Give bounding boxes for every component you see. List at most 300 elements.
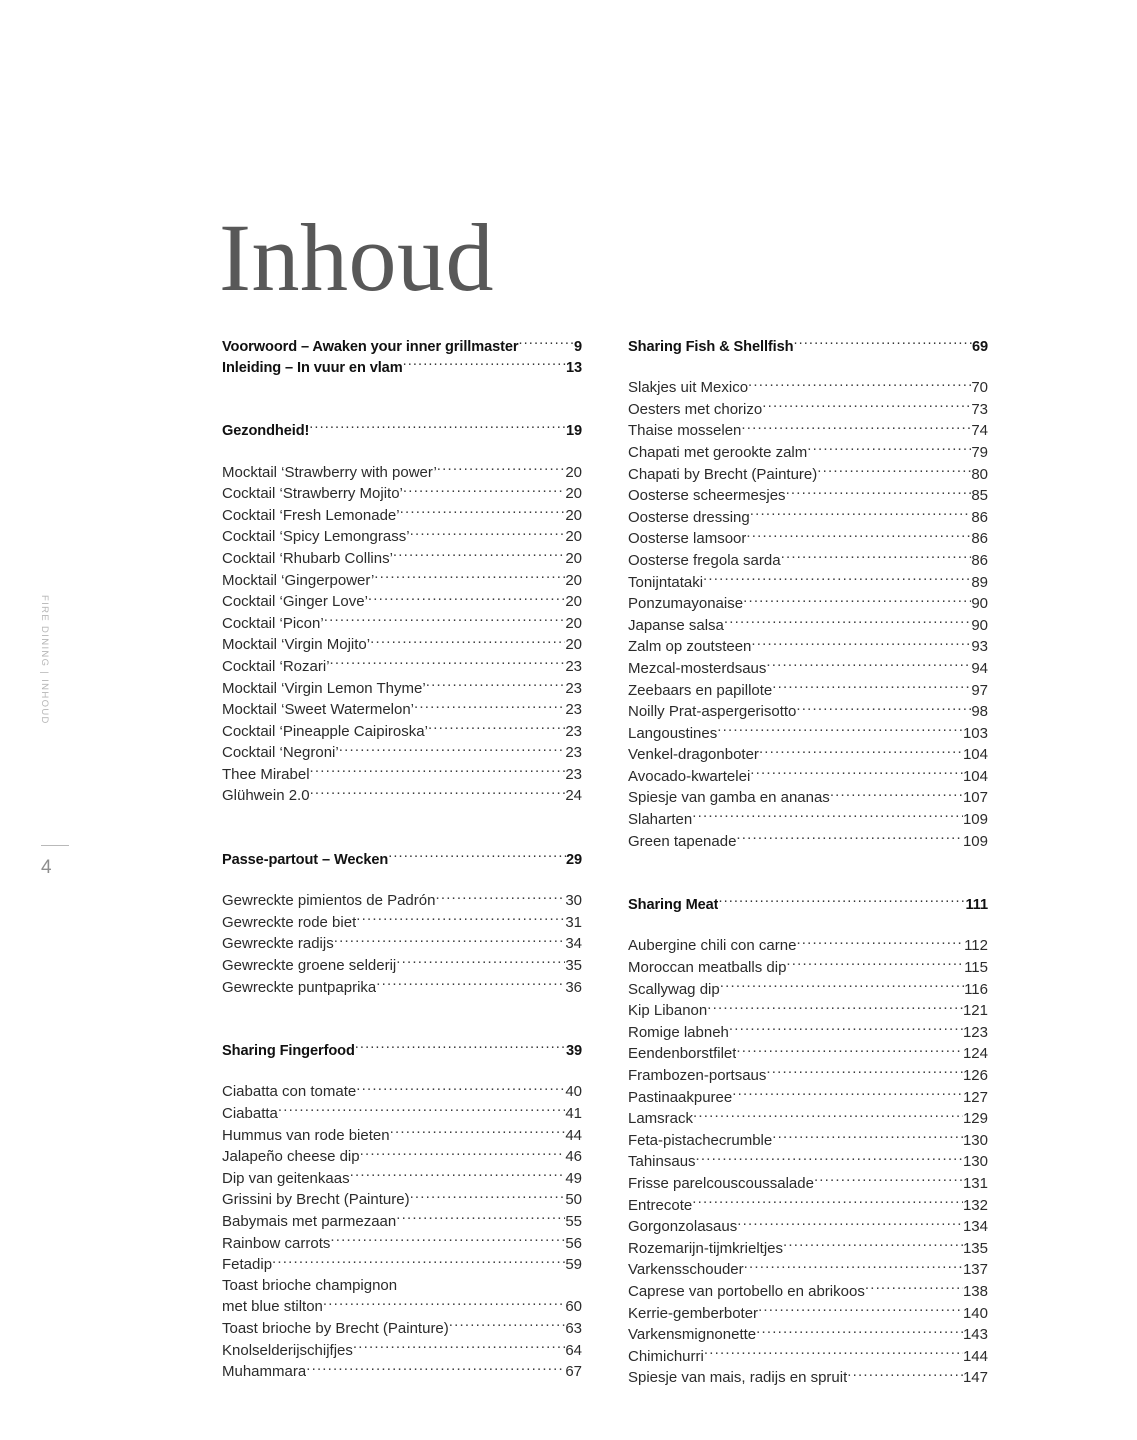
toc-page-number: 140 [962,1304,988,1322]
toc-entry[interactable] [222,1125,582,1147]
toc-entry-label: Kerrie-gemberboter [628,1304,759,1322]
toc-page-number: 74 [971,422,988,440]
toc-entry-label: Tahinsaus [628,1153,696,1171]
toc-dot-leader [400,505,566,520]
toc-entry-label: Rozemarijn-tijmkrieltjes [628,1239,784,1257]
folio-rule [41,845,69,846]
toc-entry-label: Fetadip [222,1256,273,1274]
toc-dot-leader [388,849,566,864]
toc-dot-leader [865,1281,963,1296]
toc-entry[interactable] [222,721,582,743]
toc-page-number: 69 [971,338,988,355]
toc-dot-leader [737,1216,963,1231]
toc-entry-label: Langoustines [628,724,718,742]
toc-entry[interactable] [222,1296,582,1318]
toc-entry-label: Muhammara [222,1363,307,1381]
toc-page-number: 19 [565,422,582,439]
toc-columns [222,336,988,1389]
toc-entry[interactable] [628,636,988,658]
toc-entry-label: Cocktail ‘Strawberry Mojito’ [222,485,403,503]
toc-dot-leader [370,634,565,649]
toc-entry-label: Gewreckte rode biet [222,913,357,931]
toc-block-gap [222,998,582,1040]
toc-dot-leader [748,377,971,392]
toc-dot-leader [743,593,971,608]
toc-entry-label: Gorgonzolasaus [628,1218,738,1236]
toc-page-number: 20 [565,571,582,589]
toc-page-number: 147 [962,1369,988,1387]
toc-entry[interactable] [628,658,988,680]
toc-entry[interactable] [628,1367,988,1389]
toc-dot-leader [781,550,972,565]
toc-dot-leader [393,548,565,563]
toc-entry[interactable] [628,550,988,572]
toc-dot-leader [339,742,566,757]
toc-dot-leader [360,1146,566,1161]
toc-entry-label: Chapati by Brecht (Painture) [628,465,818,483]
toc-page-number: 23 [565,657,582,675]
toc-entry[interactable] [628,787,988,809]
toc-entry-label: Chimichurri [628,1347,704,1365]
toc-page-number: 80 [971,465,988,483]
toc-dot-leader [772,1130,963,1145]
toc-entry-label: Oosterse fregola sarda [628,551,781,569]
toc-entry-label: Spiesje van mais, radijs en spruit [628,1369,848,1387]
toc-page-number: 44 [565,1126,582,1144]
toc-entry[interactable] [628,935,988,957]
toc-dot-leader [426,678,566,693]
toc-page-number: 29 [565,851,582,868]
toc-entry[interactable] [628,1087,988,1109]
toc-dot-leader [847,1367,963,1382]
toc-page-number: 35 [565,957,582,975]
toc-entry[interactable] [628,1195,988,1217]
toc-entry[interactable] [222,570,582,592]
toc-page-number: 98 [971,703,988,721]
toc-page-number: 116 [964,980,988,998]
toc-dot-leader [707,1000,963,1015]
toc-page-number: 46 [565,1148,582,1166]
toc-page-number: 111 [965,896,988,913]
toc-dot-leader [720,979,964,994]
toc-entry[interactable] [222,1189,582,1211]
toc-entry-label: Oosterse scheermesjes [628,487,786,505]
toc-page-number: 90 [971,616,988,634]
toc-block-gap [222,807,582,849]
toc-entry[interactable] [222,336,582,357]
toc-entry-label: Thaise mosselen [628,422,742,440]
toc-entry-label: Hummus van rode bieten [222,1126,390,1144]
toc-entry-label: Mocktail ‘Sweet Watermelon’ [222,701,415,719]
toc-entry-label: Gewreckte puntpaprika [222,978,377,996]
toc-section-heading[interactable] [628,336,988,357]
toc-entry-label: Cocktail ‘Rhubarb Collins’ [222,549,393,567]
toc-dot-leader [736,1043,963,1058]
toc-dot-leader [396,1211,565,1226]
toc-dot-leader [330,656,566,671]
toc-entry-label: Caprese van portobello en abrikoos [628,1282,865,1300]
toc-page-number: 134 [962,1218,988,1236]
toc-dot-leader [330,1233,565,1248]
toc-entry[interactable] [222,1276,582,1297]
toc-entry-label: Mocktail ‘Virgin Lemon Thyme’ [222,679,426,697]
toc-page-number: 13 [565,359,582,376]
toc-entry-label: Tonijntataki [628,573,704,591]
toc-dot-leader [310,764,566,779]
toc-entry-label: Noilly Prat-aspergerisotto [628,703,797,721]
toc-entry[interactable] [222,678,582,700]
toc-entry[interactable] [222,591,582,613]
toc-dot-leader [762,399,971,414]
toc-dot-leader [718,894,965,909]
toc-entry-label: Cocktail ‘Fresh Lemonade’ [222,506,400,524]
toc-page-number: 143 [962,1326,988,1344]
toc-entry-label: Pastinaakpuree [628,1088,733,1106]
toc-section-label: Passe-partout – Wecken [222,851,389,868]
toc-entry[interactable] [222,357,582,378]
toc-entry-label: Slakjes uit Mexico [628,379,749,397]
toc-page-number: 30 [565,892,582,910]
toc-entry[interactable] [628,399,988,421]
toc-entry[interactable] [628,1043,988,1065]
toc-entry[interactable] [222,1254,582,1276]
toc-page-number: 130 [962,1153,988,1171]
toc-dot-leader [729,1022,963,1037]
toc-entry[interactable] [222,912,582,934]
toc-entry[interactable] [628,615,988,637]
toc-entry-label: Mocktail ‘Virgin Mojito’ [222,636,371,654]
toc-entry-label: Lamsrack [628,1110,694,1128]
toc-entry-label: Knolselderijschijfjes [222,1341,353,1359]
toc-entry-label: Voorwoord – Awaken your inner grillmaster [222,338,519,355]
toc-dot-leader [766,658,971,673]
toc-page-number: 90 [971,595,988,613]
toc-entry-label: met blue stilton [222,1298,323,1316]
toc-dot-leader [368,591,565,606]
toc-page-number: 121 [962,1002,988,1020]
toc-entry[interactable] [628,957,988,979]
toc-entry-label: Spiesje van gamba en ananas [628,789,830,807]
toc-block-gap [628,852,988,894]
toc-entry[interactable] [628,442,988,464]
toc-page-number: 138 [962,1282,988,1300]
toc-page-number: 104 [962,746,988,764]
toc-dot-leader [449,1318,566,1333]
toc-entry[interactable] [222,505,582,527]
toc-page-number: 112 [964,937,988,955]
toc-dot-leader [692,809,963,824]
toc-entry[interactable] [628,1238,988,1260]
page-sidebar [0,0,200,1440]
toc-entry[interactable] [628,1324,988,1346]
toc-page-number: 36 [565,978,582,996]
toc-entry[interactable] [222,1318,582,1340]
toc-dot-leader [741,420,971,435]
toc-dot-leader [736,831,963,846]
toc-page-number: 60 [565,1298,582,1316]
toc-page-number: 85 [971,487,988,505]
toc-dot-leader [403,357,566,372]
folio-number: 4 [41,857,52,878]
toc-page-number: 126 [962,1067,988,1084]
toc-dot-leader [817,464,971,479]
toc-entry[interactable] [628,1173,988,1195]
toc-dot-leader [758,1303,963,1318]
toc-entry[interactable] [628,1151,988,1173]
toc-entry-label: Green tapenade [628,832,737,850]
toc-page-number: 23 [565,679,582,697]
toc-page-number: 97 [971,681,988,699]
toc-dot-leader [807,442,971,457]
toc-dot-leader [783,1238,963,1253]
toc-dot-leader [814,1173,963,1188]
toc-entry-label: Moroccan meatballs dip [628,959,787,977]
toc-entry[interactable] [222,1340,582,1362]
toc-entry[interactable] [628,593,988,615]
toc-entry-label: Babymais met parmezaan [222,1212,397,1230]
toc-entry[interactable] [222,1146,582,1168]
toc-page-number: 20 [565,463,582,481]
toc-section-label: Gezondheid! [222,422,310,439]
toc-heading-gap [628,357,988,377]
toc-entry[interactable] [222,656,582,678]
toc-section-label: Sharing Meat [628,896,719,913]
toc-entry-label: Grissini by Brecht (Painture) [222,1191,410,1209]
toc-entry[interactable] [222,977,582,999]
toc-dot-leader [396,955,565,970]
toc-page-number: 23 [565,701,582,719]
toc-entry[interactable] [628,1022,988,1044]
toc-section-heading[interactable] [222,849,582,870]
toc-heading-gap [222,870,582,890]
toc-page-number: 20 [565,593,582,611]
toc-entry[interactable] [222,634,582,656]
toc-entry-label: Cocktail ‘Spicy Lemongrass’ [222,528,410,546]
toc-section-heading[interactable] [222,420,582,441]
toc-entry[interactable] [222,1211,582,1233]
toc-page-number: 137 [962,1261,988,1279]
toc-entry[interactable] [222,548,582,570]
toc-dot-leader [756,1324,963,1339]
toc-entry[interactable] [628,1108,988,1130]
toc-heading-gap [222,442,582,462]
toc-block-gap [222,378,582,420]
toc-entry-label: Romige labneh [628,1023,729,1041]
toc-entry[interactable] [222,462,582,484]
toc-dot-leader [428,721,565,736]
toc-page-number: 132 [962,1196,988,1214]
toc-entry-label: Varkensschouder [628,1261,744,1279]
toc-entry-label: Eendenborstfilet [628,1045,737,1063]
toc-entry[interactable] [628,528,988,550]
toc-heading-gap [628,915,988,935]
toc-page-number: 67 [565,1363,582,1381]
toc-page-number: 34 [565,935,582,953]
toc-page-number: 86 [971,551,988,569]
toc-page-number: 70 [971,379,988,397]
toc-entry[interactable] [222,1081,582,1103]
toc-dot-leader [519,336,574,351]
toc-entry[interactable] [222,933,582,955]
toc-entry[interactable] [628,1281,988,1303]
toc-page-number: 123 [962,1023,988,1041]
toc-entry-label: Oosterse lamsoor [628,530,747,548]
toc-entry[interactable] [222,955,582,977]
toc-entry[interactable] [222,785,582,807]
toc-entry-label: Oosterse dressing [628,508,750,526]
toc-dot-leader [724,615,971,630]
toc-entry-label: Cocktail ‘Pineapple Caipiroska’ [222,722,428,740]
toc-entry[interactable] [222,1233,582,1255]
toc-entry[interactable] [222,890,582,912]
toc-entry[interactable] [628,1000,988,1022]
toc-dot-leader [356,912,565,927]
toc-entry[interactable] [628,1259,988,1281]
toc-entry-label: Frisse parelcouscoussalade [628,1174,814,1192]
left-column [222,336,582,1389]
toc-entry[interactable] [628,1216,988,1238]
toc-entry-label: Zalm op zoutsteen [628,638,752,656]
toc-dot-leader [323,1296,565,1311]
toc-entry[interactable] [628,809,988,831]
toc-entry[interactable] [222,1361,582,1383]
toc-page-number: 86 [971,530,988,548]
toc-page-number: 89 [971,573,988,591]
toc-entry[interactable] [628,723,988,745]
toc-dot-leader [374,570,565,585]
toc-entry[interactable] [222,742,582,764]
toc-entry-label: Frambozen-portsaus [628,1067,767,1084]
toc-page-number: 20 [565,506,582,524]
toc-entry[interactable] [628,572,988,594]
toc-dot-leader [830,787,963,802]
toc-page-number: 63 [565,1319,582,1337]
toc-entry-label: Mezcal-mosterdsaus [628,659,767,677]
toc-dot-leader [793,336,972,351]
toc-page-number: 109 [962,832,988,850]
toc-dot-leader [750,507,972,522]
toc-page-number: 104 [962,767,988,785]
toc-page-number: 73 [971,400,988,418]
toc-entry-label: Glühwein 2.0 [222,787,310,805]
toc-entry[interactable] [628,744,988,766]
toc-dot-leader [272,1254,565,1269]
toc-entry-label: Slaharten [628,811,693,829]
toc-dot-leader [355,1040,566,1055]
toc-entry[interactable] [628,680,988,702]
toc-entry[interactable] [628,831,988,853]
toc-dot-leader [696,1151,963,1166]
toc-entry-label: Cocktail ‘Picon’ [222,614,324,632]
toc-entry-label: Ciabatta con tomate [222,1083,357,1101]
toc-dot-leader [732,1087,963,1102]
toc-entry-label: Oesters met chorizo [628,400,763,418]
toc-page-number: 20 [565,485,582,503]
toc-entry-label: Varkensmignonette [628,1326,757,1344]
toc-entry[interactable] [628,979,988,1001]
toc-entry-label: Rainbow carrots [222,1234,331,1252]
toc-entry[interactable] [628,701,988,723]
toc-page-number: 20 [565,636,582,654]
toc-page-number: 20 [565,549,582,567]
toc-entry-label: Cocktail ‘Rozari’ [222,657,330,675]
toc-entry[interactable] [628,377,988,399]
toc-dot-leader [786,957,964,972]
toc-dot-leader [376,977,565,992]
toc-entry[interactable] [628,485,988,507]
toc-page-number: 144 [962,1347,988,1365]
toc-entry[interactable] [222,483,582,505]
toc-section-heading[interactable] [628,894,988,915]
toc-dot-leader [390,1125,566,1140]
toc-entry[interactable] [628,1130,988,1152]
toc-entry[interactable] [628,1303,988,1325]
toc-page-number: 131 [962,1174,988,1192]
toc-page-number: 107 [962,789,988,807]
toc-dot-leader [306,1361,565,1376]
toc-page-number: 64 [565,1341,582,1359]
toc-page-number: 130 [962,1131,988,1149]
toc-dot-leader [309,420,566,435]
toc-section-label: Sharing Fingerfood [222,1042,355,1059]
toc-entry-label: Thee Mirabel [222,765,310,783]
toc-entry[interactable] [222,526,582,548]
toc-dot-leader [278,1103,565,1118]
toc-page-number: 49 [565,1169,582,1187]
toc-entry[interactable] [222,613,582,635]
toc-page-number: 40 [565,1083,582,1101]
toc-dot-leader [703,572,971,587]
toc-entry[interactable] [628,507,988,529]
toc-entry-label: Toast brioche champignon [222,1276,398,1294]
toc-dot-leader [410,1189,566,1204]
toc-heading-gap [222,1061,582,1081]
toc-dot-leader [693,1108,963,1123]
toc-page-number: 31 [565,913,582,931]
toc-page-number: 115 [964,959,988,977]
toc-entry[interactable] [628,464,988,486]
toc-dot-leader [766,1065,963,1080]
toc-dot-leader [350,1168,566,1183]
toc-entry-label: Avocado-kwartelei [628,767,751,785]
toc-entry[interactable] [628,1346,988,1368]
toc-page-number: 94 [971,659,988,677]
toc-entry[interactable] [222,699,582,721]
toc-entry[interactable] [222,1168,582,1190]
toc-entry-label: Venkel-dragonboter [628,746,759,764]
toc-page-number: 129 [962,1110,988,1128]
toc-page-number: 93 [971,638,988,656]
toc-entry-label: Gewreckte groene selderij [222,957,397,975]
toc-page-number: 23 [565,722,582,740]
toc-entry[interactable] [222,764,582,786]
toc-page-number: 39 [565,1042,582,1059]
toc-dot-leader [786,485,972,500]
toc-entry[interactable] [628,420,988,442]
toc-entry[interactable] [628,1065,988,1087]
toc-entry[interactable] [222,1103,582,1125]
toc-page-number: 50 [565,1191,582,1209]
toc-entry[interactable] [628,766,988,788]
toc-dot-leader [746,528,971,543]
toc-page-number: 56 [565,1234,582,1252]
toc-dot-leader [704,1346,963,1361]
toc-section-heading[interactable] [222,1040,582,1061]
toc-dot-leader [751,636,971,651]
running-head: FIRE DINING | INHOUD [39,595,50,725]
toc-page-number: 9 [573,338,582,355]
toc-entry-label: Cocktail ‘Negroni’ [222,744,339,762]
